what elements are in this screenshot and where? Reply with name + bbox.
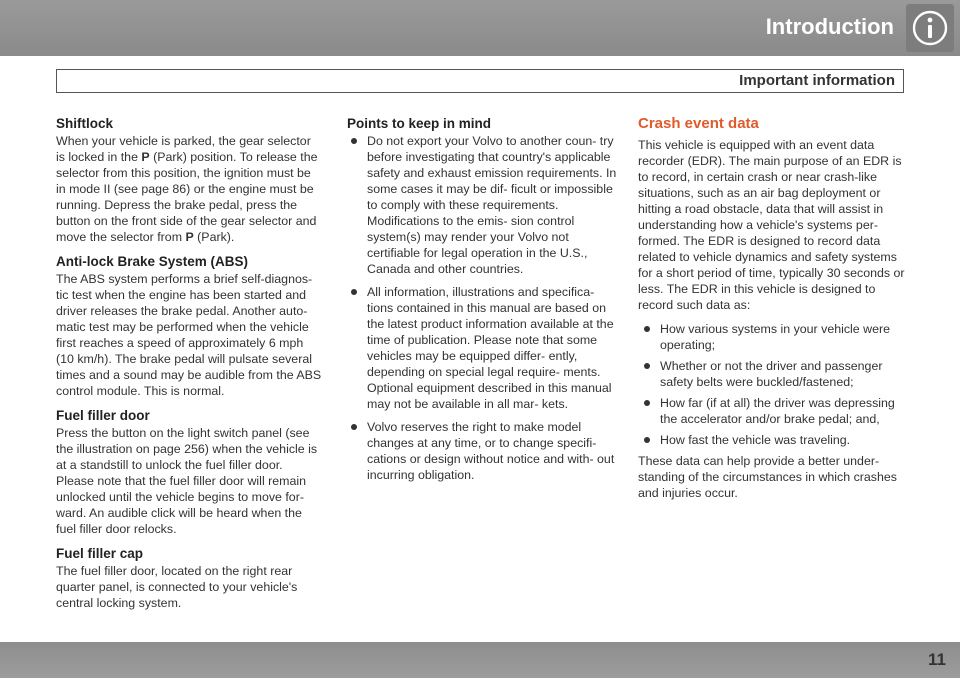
list-item: How various systems in your vehicle were operating; [638, 321, 908, 353]
info-icon [906, 4, 954, 52]
park-letter: P [141, 150, 150, 164]
column-middle [347, 116, 617, 490]
section-title: Important information [739, 72, 895, 89]
crash-data-heading: Crash event data [638, 115, 759, 132]
list-item: How fast the vehicle was traveling. [638, 432, 908, 448]
column-left [56, 116, 322, 611]
shiftlock-text-part: When your vehicle is parked, the gear selector is locked in the [56, 134, 311, 164]
park-letter: P [185, 230, 194, 244]
list-item: All information, illustrations and specifica- tions contained in this manual are based on the latest product information available at the time of publication. Please note that some vehicles may be equipped differ- ently, depending on special legal require- ments. Optional equipment described in this manual may not be available in all mar- kets. [347, 284, 617, 412]
points-heading: Points to keep in mind [347, 116, 492, 131]
fuel-cap-text: The fuel filler door, located on the right rear quarter panel, is connected to your vehicle's central locking system. [56, 564, 298, 610]
section-bar [56, 69, 904, 93]
points-list [347, 133, 617, 483]
shiftlock-text [56, 133, 322, 245]
crash-data-intro: This vehicle is equipped with an event data recorder (EDR). The main purpose of an EDR is to record, in certain crash or near crash-like situations, such as an air bag deployment or hitting a road obstacle, data that will assist in understanding how a vehicle's systems per- formed. The EDR is designed to record data related to vehicle dynamics and safety systems for a short period of time, typically 30 seconds or less. The EDR in this vehicle is designed to record such data as: [638, 138, 905, 312]
page-number: 11 [928, 650, 946, 669]
column-right [638, 116, 908, 501]
abs-heading: Anti-lock Brake System (ABS) [56, 254, 249, 269]
list-item: Do not export your Volvo to another coun- try before investigating that country's applicable safety and exhaust emission requirements. In some cases it may be dif- ficult or impossible to comply with these requirements. Modifications to the emis- sion control system(s) may render your Volvo not certifiable for legal operation in the U.S., Canada and other countries. [347, 133, 617, 277]
fuel-door-heading: Fuel filler door [56, 408, 150, 423]
abs-text: The ABS system performs a brief self-diagnos- tic test when the engine has been started and driver releases the brake pedal. Another auto- matic test may be performed when the vehicle first reaches a speed of approximately 6 mph (10 km/h). The brake pedal will pulsate several times and a sound may be audible from the ABS control module. This is normal. [56, 272, 322, 398]
fuel-cap-heading: Fuel filler cap [56, 546, 144, 561]
shiftlock-text-part: (Park). [193, 230, 235, 244]
crash-data-list [638, 321, 908, 448]
shiftlock-text-part: (Park) position. To release the selector from this position, the ignition must be in mode II (see page 86) or the engine must be running. Depress the brake pedal, press the button on the front side of the gear selector and move the selector from [56, 150, 318, 244]
crash-data-outro: These data can help provide a better under- standing of the circumstances in which crashes and injuries occur. [638, 454, 897, 500]
list-item: Whether or not the driver and passenger safety belts were buckled/fastened; [638, 358, 908, 390]
list-item: How far (if at all) the driver was depressing the accelerator and/or brake pedal; and, [638, 395, 908, 427]
fuel-door-text: Press the button on the light switch panel (see the illustration on page 256) when the vehicle is at a standstill to unlock the fuel filler door. Please note that the fuel filler door will remain unlocked until the vehicle begins to move for- ward. An audible click will be heard when the fuel filler door relocks. [56, 426, 318, 536]
list-item: Volvo reserves the right to make model changes at any time, or to change specifi- cations or design without notice and with- out incurring obligation. [347, 419, 617, 483]
header-band [0, 0, 960, 56]
footer-band [0, 642, 960, 678]
chapter-title: Introduction [765, 14, 894, 39]
shiftlock-heading: Shiftlock [56, 116, 114, 131]
